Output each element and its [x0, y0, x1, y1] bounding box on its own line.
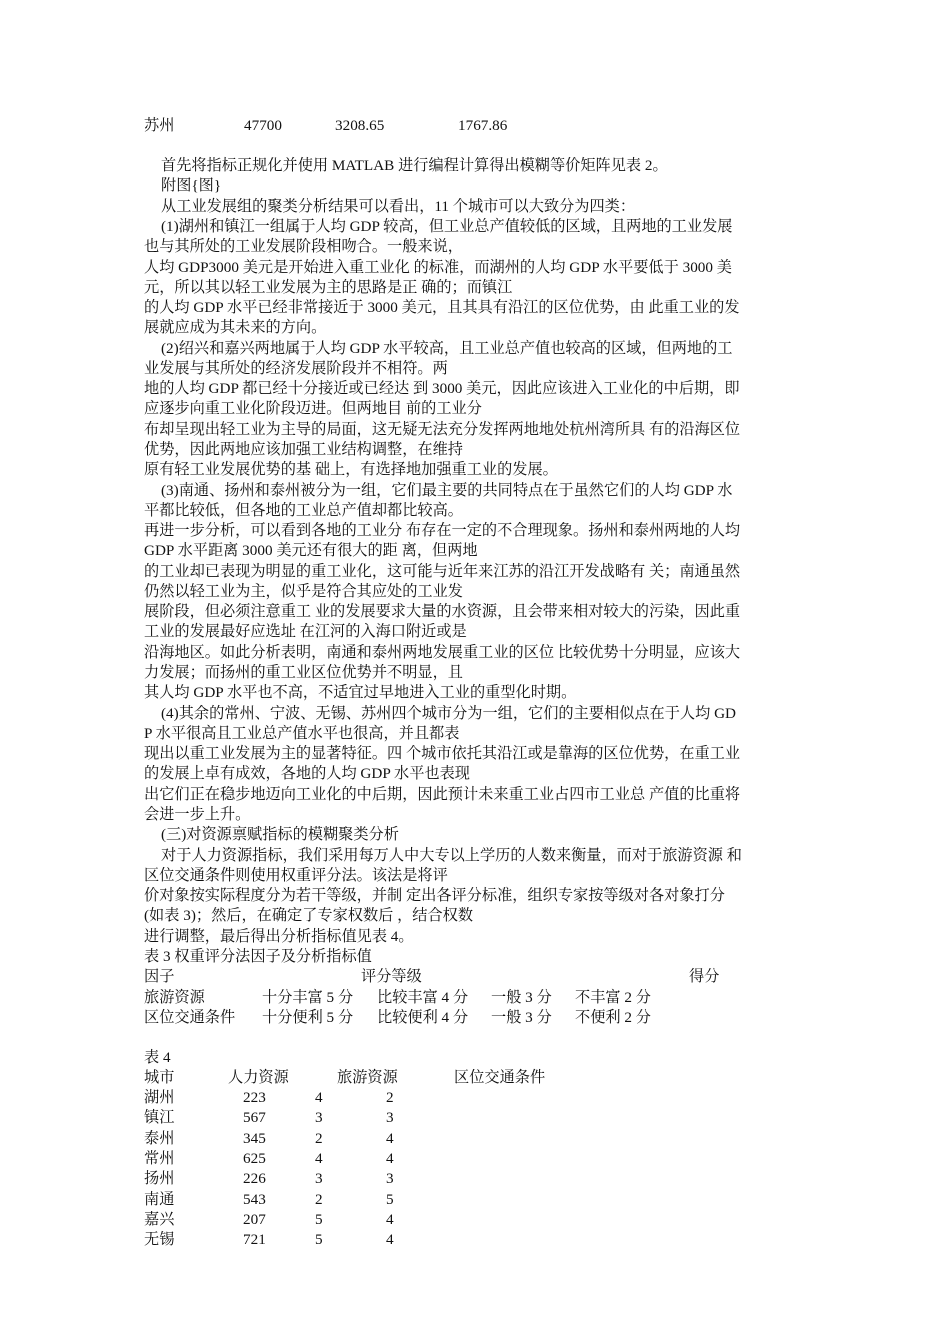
table-cell: 常州 — [144, 1149, 175, 1167]
table-cell: 345 — [243, 1129, 266, 1147]
table-cell: 湖州 — [144, 1089, 175, 1106]
table-3-header-grade: 评分等级 — [361, 968, 422, 985]
top-row-value-1: 47700 — [244, 117, 282, 134]
table-cell: 十分丰富 5 分 — [262, 989, 354, 1006]
table-cell: 543 — [243, 1190, 266, 1208]
text-line: 进行调整，最后得出分析指标值见表 4。 — [144, 928, 414, 945]
table-cell: 625 — [243, 1149, 266, 1167]
table-cell: 5 — [315, 1210, 323, 1228]
table-cell: 3 — [315, 1170, 323, 1188]
text-line: (4)其余的常州、宁波、无锡、苏州四个城市分为一组，它们的主要相似点在于人均 GD — [161, 705, 737, 722]
text-line: 应逐步向重工业化阶段迈进。但两地目 前的工业分 — [144, 400, 482, 417]
table-cell: 不便利 2 分 — [575, 1009, 651, 1026]
text-line: 附图{图} — [161, 177, 222, 194]
table-4-header-traffic: 区位交通条件 — [454, 1069, 546, 1086]
text-line: 的发展上卓有成效，各地的人均 GDP 水平也表现 — [144, 765, 470, 782]
text-line: 地的人均 GDP 都已经十分接近或已经达 到 3000 美元，因此应该进入工业化的中后期，即 — [144, 380, 740, 397]
text-line: 价对象按实际程度分为若干等级，并制 定出各评分标准，组织专家按等级对各对象打分 — [144, 887, 725, 904]
table-cell: 5 — [386, 1190, 394, 1208]
table-cell: 一般 3 分 — [491, 989, 552, 1006]
text-line: 会进一步上升。 — [144, 806, 251, 823]
table-cell: 2 — [315, 1129, 323, 1147]
table-cell: 4 — [386, 1149, 394, 1167]
table-cell: 5 — [315, 1231, 323, 1249]
text-line: 对于人力资源指标，我们采用每万人中大专以上学历的人数来衡量，而对于旅游资源 和 — [161, 847, 742, 864]
table-cell: 一般 3 分 — [491, 1009, 552, 1026]
table-cell: 567 — [243, 1109, 266, 1127]
text-line: 原有轻工业发展优势的基 础上，有选择地加强重工业的发展。 — [144, 461, 558, 478]
table-cell: 区位交通条件 — [144, 1009, 236, 1026]
text-line: 的工业却已表现为明显的重工业化，这可能与近年来江苏的沿江开发战略有 关；南通虽然 — [144, 563, 741, 580]
table-cell: 不丰富 2 分 — [575, 989, 651, 1006]
section-heading: (三)对资源禀赋指标的模糊聚类分析 — [161, 826, 399, 843]
table-cell: 3 — [386, 1170, 394, 1188]
table-cell: 镇江 — [144, 1109, 175, 1127]
table-cell: 721 — [243, 1231, 266, 1249]
table-cell: 南通 — [144, 1190, 175, 1208]
text-line: 的人均 GDP 水平已经非常接近于 3000 美元，且其具有沿江的区位优势，由 此重工业的发 — [144, 299, 740, 316]
text-line: 工业的发展最好应选址 在江河的入海口附近或是 — [144, 623, 467, 640]
table-cell: 比较丰富 4 分 — [377, 989, 469, 1006]
text-line: GDP 水平距离 3000 美元还有很大的距 离，但两地 — [144, 542, 478, 559]
text-line: 沿海地区。如此分析表明，南通和泰州两地发展重工业的区位 比较优势十分明显，应该大 — [144, 644, 741, 661]
table-cell: 223 — [243, 1089, 266, 1106]
table-4-header-city: 城市 — [144, 1069, 175, 1086]
table-cell: 嘉兴 — [144, 1210, 175, 1228]
text-line: (如表 3)；然后，在确定了专家权数后 ，结合权数 — [144, 907, 474, 924]
text-line: 首先将指标正规化并使用 MATLAB 进行编程计算得出模糊等价矩阵见表 2。 — [161, 157, 668, 174]
table-4-title: 表 4 — [144, 1049, 171, 1066]
table-4-header-human: 人力资源 — [228, 1069, 289, 1086]
text-line: 优势，因此两地应该加强工业结构调整，在维持 — [144, 441, 463, 458]
table-cell: 4 — [315, 1089, 323, 1106]
table-cell: 4 — [386, 1129, 394, 1147]
table-cell: 4 — [315, 1149, 323, 1167]
top-row-value-2: 3208.65 — [335, 117, 385, 134]
table-cell: 226 — [243, 1170, 266, 1188]
table-3-header-score: 得分 — [689, 968, 720, 985]
table-cell: 扬州 — [144, 1170, 175, 1188]
table-cell: 旅游资源 — [144, 989, 205, 1006]
table-3-header-factor: 因子 — [144, 968, 175, 985]
text-line: 区位交通条件则使用权重评分法。该法是将评 — [144, 867, 448, 884]
table-cell: 2 — [315, 1190, 323, 1208]
table-cell: 无锡 — [144, 1231, 175, 1249]
table-cell: 4 — [386, 1231, 394, 1249]
text-line: (2)绍兴和嘉兴两地属于人均 GDP 水平较高，且工业总产值也较高的区域，但两地的工 — [161, 340, 733, 357]
text-line: (1)湖州和镇江一组属于人均 GDP 较高，但工业总产值较低的区域，且两地的工业发展 — [161, 218, 733, 235]
text-line: 仍然以轻工业为主，似乎是符合其应处的工业发 — [144, 583, 463, 600]
table-cell: 207 — [243, 1210, 266, 1228]
text-line: (3)南通、扬州和泰州被分为一组，它们最主要的共同特点在于虽然它们的人均 GDP 水 — [161, 482, 733, 499]
text-line: 元，所以其以轻工业发展为主的思路是正 确的；而镇江 — [144, 279, 513, 296]
text-line: 力发展；而扬州的重工业区位优势并不明显，且 — [144, 664, 463, 681]
table-cell: 3 — [386, 1109, 394, 1127]
text-line: 业发展与其所处的经济发展阶段并不相符。两 — [144, 360, 448, 377]
text-line: 布却呈现出轻工业为主导的局面，这无疑无法充分发挥两地地处杭州湾所具 有的沿海区位 — [144, 421, 741, 438]
text-line: 人均 GDP3000 美元是开始进入重工业化 的标准，而湖州的人均 GDP 水平要低于 3000 美 — [144, 259, 732, 276]
text-line: 再进一步分析，可以看到各地的工业分 布存在一定的不合理现象。扬州和泰州两地的人均 — [144, 522, 741, 539]
text-line: 从工业发展组的聚类分析结果可以看出，11 个城市可以大致分为四类： — [161, 198, 636, 215]
text-line: 其人均 GDP 水平也不高，不适宜过早地进入工业的重型化时期。 — [144, 684, 577, 701]
text-line: 也与其所处的工业发展阶段相吻合。一般来说， — [144, 238, 463, 255]
table-cell: 3 — [315, 1109, 323, 1127]
table-3-title: 表 3 权重评分法因子及分析指标值 — [144, 948, 372, 965]
table-cell: 4 — [386, 1210, 394, 1228]
top-row-value-3: 1767.86 — [458, 117, 508, 134]
table-4-header-tourism: 旅游资源 — [337, 1069, 398, 1086]
top-row-city: 苏州 — [144, 117, 175, 134]
table-cell: 2 — [386, 1089, 394, 1106]
text-line: P 水平很高且工业总产值水平也很高，并且都表 — [144, 725, 460, 742]
text-line: 平都比较低，但各地的工业总产值却都比较高。 — [144, 502, 463, 519]
table-cell: 十分便利 5 分 — [262, 1009, 354, 1026]
text-line: 展就应成为其未来的方向。 — [144, 319, 327, 336]
table-cell: 泰州 — [144, 1129, 175, 1147]
table-cell: 比较便利 4 分 — [377, 1009, 469, 1026]
text-line: 出它们正在稳步地迈向工业化的中后期，因此预计未来重工业占四市工业总 产值的比重将 — [144, 786, 741, 803]
text-line: 展阶段，但必须注意重工 业的发展要求大量的水资源，且会带来相对较大的污染，因此重 — [144, 603, 741, 620]
text-line: 现出以重工业发展为主的显著特征。四 个城市依托其沿江或是靠海的区位优势，在重工业 — [144, 745, 741, 762]
